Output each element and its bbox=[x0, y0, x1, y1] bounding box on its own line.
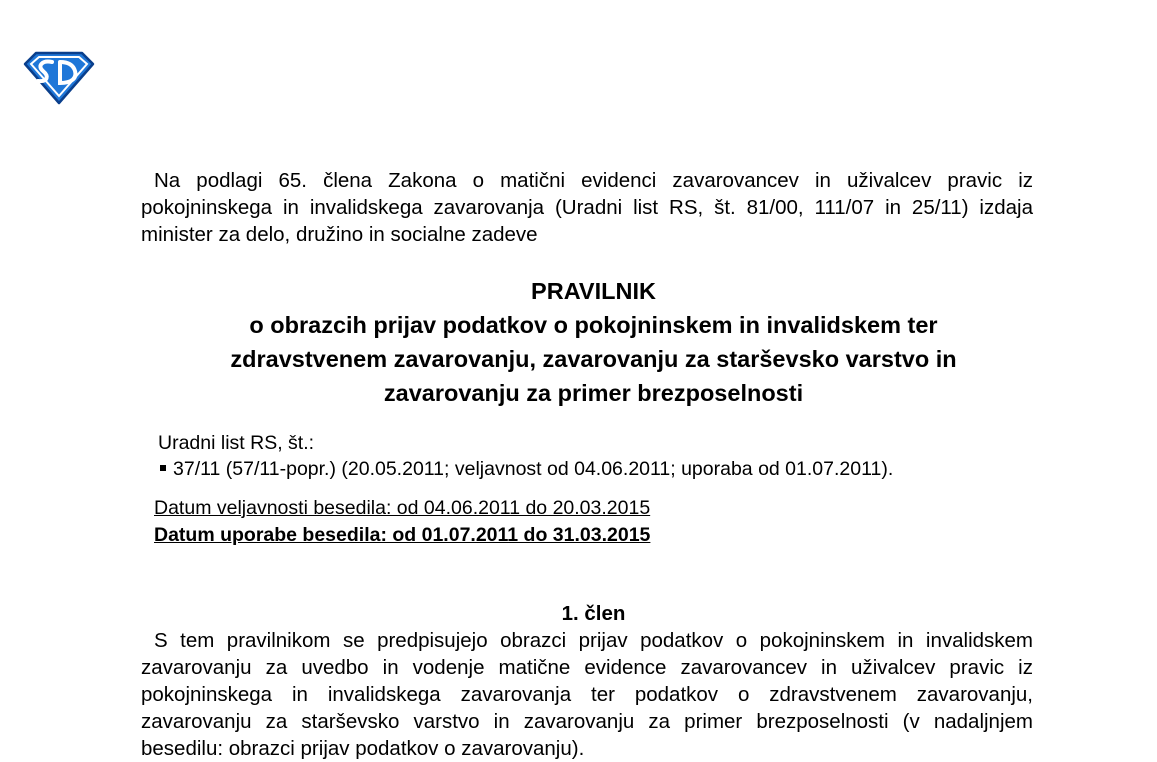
intro-paragraph: Na podlagi 65. člena Zakona o matični evidenci zavarovancev in uživalcev pravic iz pokojninskega in invalidskega zavarovanja (Uradni list RS, št. 81/00, 111/07 in 25/11) izdaja minister za delo, družino in socialne zadeve bbox=[141, 169, 1033, 246]
title-line-4: zavarovanju za primer brezposelnosti bbox=[383, 380, 804, 406]
title-line-3: zdravstvenem zavarovanju, zavarovanju za starševsko varstvo in bbox=[230, 346, 957, 372]
gazette-entry bbox=[158, 456, 893, 482]
article-1-heading: 1. člen bbox=[561, 602, 626, 625]
regulation-title bbox=[141, 274, 1046, 410]
gazette-entry-text: 37/11 (57/11-popr.) (20.05.2011; veljavnost od 04.06.2011; uporaba od 01.07.2011). bbox=[173, 458, 894, 480]
official-gazette-reference bbox=[158, 430, 893, 482]
title-line-1: PRAVILNIK bbox=[531, 278, 656, 304]
article-1-text: S tem pravilnikom se predpisujejo obrazci prijav podatkov o pokojninskem in invalidskem zavarovanju za uvedbo in vodenje matične evidence zavarovancev in uživalcev pravic iz pokojninskega in invalidskega zavarovanja ter podatkov o zdravstvenem zavarovanju, zavarovanju za starševsko varstvo in zavarovanju za primer brezposelnosti (v nadaljnjem besedilu: obrazci prijav podatkov o zavarovanju). bbox=[141, 629, 1033, 760]
title-line-2: o obrazcih prijav podatkov o pokojninskem in invalidskem ter bbox=[249, 312, 938, 338]
text-validity-dates bbox=[154, 495, 650, 549]
square-bullet-icon bbox=[160, 465, 166, 471]
publisher-logo bbox=[22, 50, 96, 106]
gazette-label: Uradni list RS, št.: bbox=[158, 432, 315, 454]
use-date: Datum uporabe besedila: od 01.07.2011 do 31.03.2015 bbox=[154, 524, 651, 546]
validity-date: Datum veljavnosti besedila: od 04.06.2011 do 20.03.2015 bbox=[154, 497, 651, 519]
